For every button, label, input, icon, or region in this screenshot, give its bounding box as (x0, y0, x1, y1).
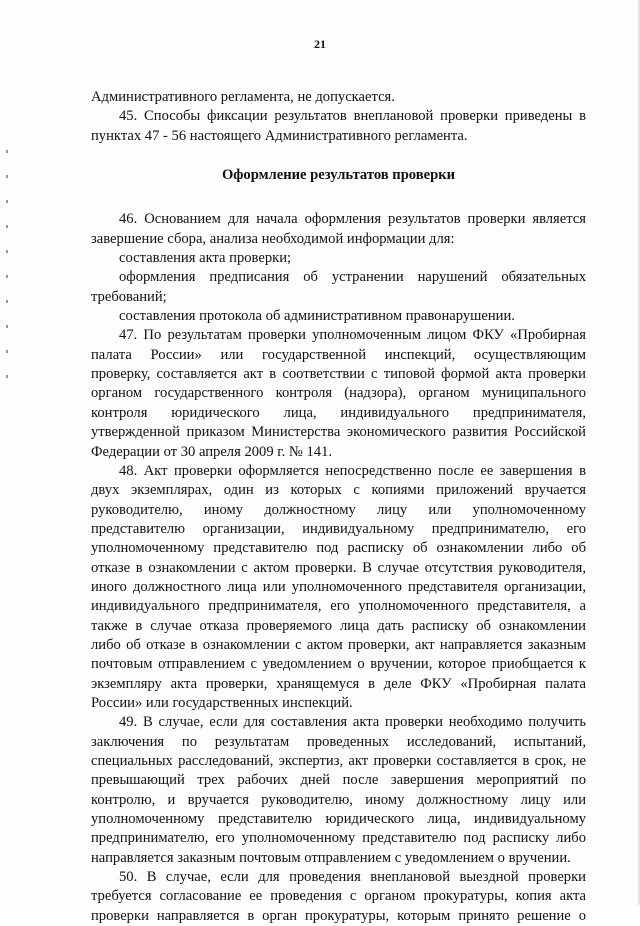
text-line: требований; (91, 288, 167, 305)
text-line: заключения по результатам проведенных исследований, испытаний, (91, 733, 586, 750)
text-line: отказе в ознакомлении с актом проверки. В случае отсутствия руководителя, (91, 559, 586, 576)
text-line: Федерации от 30 апреля 2009 г. № 141. (91, 443, 333, 460)
text-line: двух экземплярах, один из которых с копиями приложений вручается (91, 482, 586, 499)
scan-margin-marks (6, 150, 10, 410)
text-line: либо об отказе в ознакомлении с актом проверки, акт направляется заказным (91, 636, 586, 653)
text-line: проверки направляется в орган прокуратуры, которым принято решение о (91, 907, 586, 924)
text-line: иного должностного лица или уполномоченного представителя организации, (91, 578, 586, 595)
text-line: индивидуального предпринимателя, его уполномоченного представителя, а (91, 598, 586, 615)
text-line: почтовым отправлением с уведомлением о вручении, которое приобщается к (91, 656, 586, 673)
document-body (91, 88, 586, 926)
text-line: утвержденной приказом Министерства экономического развития Российской (91, 424, 586, 441)
text-line: 47. По результатам проверки уполномоченным лицом ФКУ «Пробирная (119, 327, 586, 344)
text-line: уполномоченному представителю юридического лица, индивидуальному (91, 811, 586, 828)
text-line: экземпляру акта проверки, хранящемуся в деле ФКУ «Пробирная палата (91, 675, 586, 692)
text-line: превышающий трех рабочих дней после завершения мероприятий по (91, 772, 586, 789)
text-line: Административного регламента, не допускается. (91, 89, 395, 105)
text-line: также в случае отказа проверяемого лица дать расписку об ознакомлении (91, 617, 586, 634)
text-line: требуется согласование ее проведения с органом прокуратуры, копия акта (91, 888, 586, 905)
text-line: предпринимателю, его уполномоченному представителю под расписку либо (91, 830, 586, 847)
text-line: направляется заказным почтовым отправлением с уведомлением о вручении. (91, 849, 571, 866)
text-line: специальных расследований, экспертиз, акт проверки составляется в срок, не (91, 753, 586, 769)
text-line: завершение сбора, анализа необходимой информации для: (91, 230, 455, 247)
text-line: уполномоченному представителю под расписку об ознакомлении либо об (91, 540, 586, 557)
text-line: 46. Основанием для начала оформления результатов проверки является (119, 211, 586, 228)
text-line: органом государственного контроля (надзора), органом муниципального (91, 385, 586, 402)
text-line: контроля юридического лица, индивидуального предпринимателя, (91, 404, 586, 421)
text-line: составления акта проверки; (119, 250, 292, 267)
text-line: 48. Акт проверки оформляется непосредственно после ее завершения в (119, 462, 586, 479)
text-line: 50. В случае, если для проведения внеплановой выездной проверки (119, 869, 586, 886)
section-heading: Оформление результатов проверки (221, 167, 456, 184)
page-number: 21 (314, 37, 326, 51)
text-line: 49. В случае, если для составления акта проверки необходимо получить (119, 714, 586, 731)
text-line: представителю организации, индивидуальному предпринимателю, его (91, 520, 586, 537)
text-line: оформления предписания об устранении нарушений обязательных (119, 269, 586, 286)
text-line: 45. Способы фиксации результатов внеплановой проверки приведены в (119, 108, 586, 125)
text-line: руководителю, иному должностному лицу или уполномоченному (91, 501, 586, 518)
text-line: России» или государственных инспекций. (91, 694, 353, 711)
text-line: палата России» или государственной инспекций, осуществляющим (91, 346, 586, 363)
text-line: проверку, составляется акт в соответствии с типовой формой акта проверки (91, 366, 586, 383)
text-line: пунктах 47 - 56 настоящего Административного регламента. (91, 127, 468, 144)
text-line: контролю, и вручается руководителю, иному должностному лицу или (91, 791, 586, 808)
text-line: составления протокола об административном правонарушении. (119, 308, 515, 325)
